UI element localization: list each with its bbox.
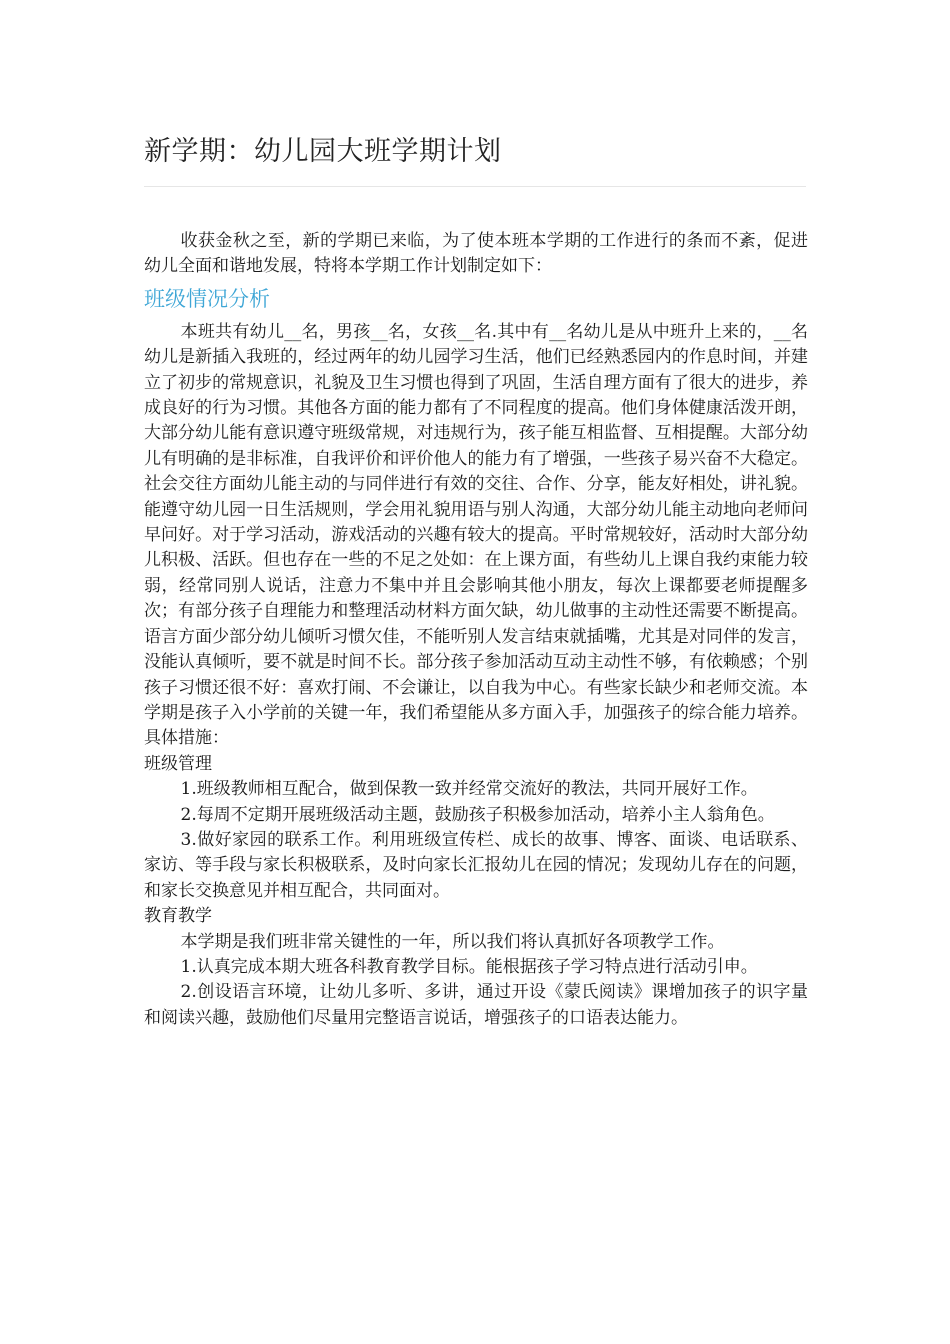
- list-item: 1.班级教师相互配合，做到保教一致并经常交流好的教法，共同开展好工作。: [180, 779, 758, 800]
- section-heading-class-analysis: 班级情况分析: [144, 286, 270, 311]
- page-title: 新学期：幼儿园大班学期计划: [144, 136, 502, 167]
- list-item: 2.创设语言环境，让幼儿多听、多讲，通过开设《蒙氏阅读》课增加孩子的识字量和阅读兴趣，鼓励他们尽量用完整语言说话，增强孩子的口语表达能力。: [144, 982, 808, 1028]
- education-intro-paragraph: 本学期是我们班非常关键性的一年，所以我们将认真抓好各项教学工作。: [180, 931, 725, 952]
- intro-paragraph: 收获金秋之至，新的学期已来临，为了使本班本学期的工作进行的条而不紊，促进幼儿全面和谐地发展，特将本学期工作计划制定如下：: [144, 231, 808, 277]
- list-item: 3.做好家园的联系工作。利用班级宣传栏、成长的故事、博客、面谈、电话联系、家访、等手段与家长积极联系，及时向家长汇报幼儿在园的情况；发现幼儿存在的问题，和家长交换意见并相互配合，共同面对。: [144, 829, 808, 901]
- list-item: 2.每周不定期开展班级活动主题，鼓励孩子积极参加活动，培养小主人翁角色。: [180, 804, 775, 825]
- class-analysis-paragraph: 本班共有幼儿__名，男孩__名，女孩__名.其中有__名幼儿是从中班升上来的，__名幼儿是新插入我班的，经过两年的幼儿园学习生活，他们已经熟悉园内的作息时间，并建立了初步的常规意识，礼貌及卫生习惯也得到了巩固，生活自理方面有了很大的进步，养成良好的行为习惯。其他各方面的能力都有了不同程度的提高。他们身体健康活泼开朗，大部分幼儿能有意识遵守班级常规，对违规行为，孩子能互相监督、互相提醒。大部分幼儿有明确的是非标准，自我评价和评价他人的能力有了增强，一些孩子易兴奋不大稳定。社会交往方面幼儿能主动的与同伴进行有效的交往、合作、分享，能友好相处，讲礼貌。能遵守幼儿园一日生活规则，学会用礼貌用语与别人沟通，大部分幼儿能主动地向老师问早问好。对于学习活动，游戏活动的兴趣有较大的提高。平时常规较好，活动时大部分幼儿积极、活跃。但也存在一些的不足之处如：在上课方面，有些幼儿上课自我约束能力较弱，经常同别人说话，注意力不集中并且会影响其他小朋友，每次上课都要老师提醒多次；有部分孩子自理能力和整理活动材料方面欠缺，幼儿做事的主动性还需要不断提高。语言方面少部分幼儿倾听习惯欠佳，不能听别人发言结束就插嘴，尤其是对同伴的发言，没能认真倾听，要不就是时间不长。部分孩子参加活动互动主动性不够，有依赖感；个别孩子习惯还很不好：喜欢打闹、不会谦让，以自我为中心。有些家长缺少和老师交流。本学期是孩子入小学前的关键一年，我们希望能从多方面入手，加强孩子的综合能力培养。具体措施：: [144, 321, 808, 749]
- subheading-class-management: 班级管理: [144, 753, 212, 774]
- title-divider: [144, 186, 806, 187]
- list-item: 1.认真完成本期大班各科教育教学目标。能根据孩子学习特点进行活动引申。: [180, 956, 758, 977]
- subheading-education: 教育教学: [144, 906, 212, 927]
- document-body: [144, 229, 808, 1031]
